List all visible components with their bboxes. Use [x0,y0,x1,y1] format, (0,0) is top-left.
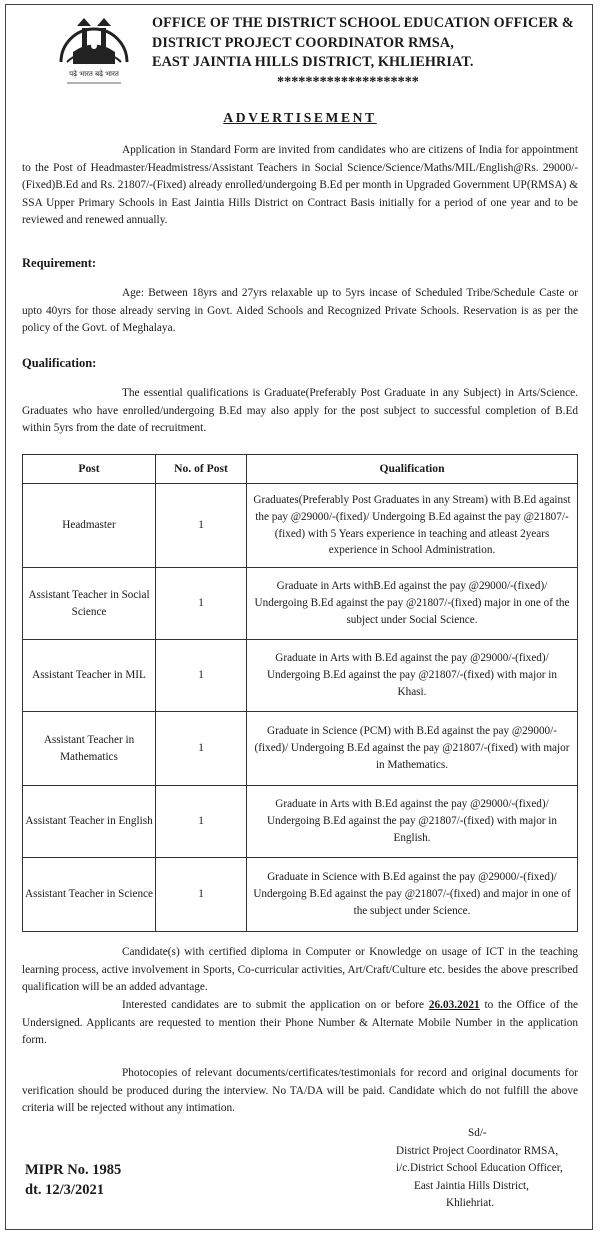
table-header-row [23,455,578,484]
heading-line-1: OFFICE OF THE DISTRICT SCHOOL EDUCATION OFFICER & [152,15,574,31]
qualification-heading: Qualification: [22,356,97,370]
count-cell: 1 [156,484,247,568]
mipr-block [25,1160,121,1200]
qualification-paragraph: The essential qualifications is Graduate(Preferably Post Graduate in any Subject) in Arts/Science. Graduates who have enrolled/undergoing B.Ed may also apply for the post subject to successful completion of B.Ed within 5yrs from the date of recruitment. [22,387,578,435]
table-row [23,568,578,640]
post-cell: Assistant Teacher in Social Science [23,568,156,640]
deadline-date: 26.03.2021 [428,999,480,1011]
count-cell: 1 [156,568,247,640]
count-cell: 1 [156,858,247,932]
requirement-heading: Requirement: [22,256,97,270]
mipr-number: MIPR No. 1985 [25,1162,122,1178]
table-row [23,786,578,858]
post-cell: Assistant Teacher in Mathematics [23,712,156,786]
mipr-date: dt. 12/3/2021 [25,1182,104,1198]
table-row [23,640,578,712]
submission-text-before: Interested candidates are to submit the application on or before [122,999,425,1011]
header-post: Post [23,455,156,484]
post-cell: Assistant Teacher in Science [23,858,156,932]
count-cell: 1 [156,786,247,858]
post-cell: Assistant Teacher in MIL [23,640,156,712]
signatory-designation: District Project Coordinator RMSA, [396,1144,559,1157]
qualification-cell: Graduate in Arts with B.Ed against the pay @29000/-(fixed)/ Undergoing B.Ed against the pay @21807/-(fixed) with major in English. [247,786,578,858]
heading-stars: ******************** [277,73,419,90]
advertisement-title: ADVERTISEMENT [223,110,377,125]
qualification-cell: Graduate in Science with B.Ed against the pay @29000/-(fixed)/ Undergoing B.Ed against the pay @21807/-(fixed) and major in one of the subject under Science. [247,858,578,932]
qualification-cell: Graduate in Arts with B.Ed against the pay @29000/-(fixed)/ Undergoing B.Ed against the pay @21807/-(fixed) with major in Khasi. [247,640,578,712]
signatory-place: Khliehriat. [446,1197,495,1210]
office-heading [152,14,592,92]
table-row [23,712,578,786]
count-cell: 1 [156,712,247,786]
submission-paragraph [22,997,578,1050]
table-row [23,858,578,932]
submission-text-after: to the Office of the Undersigned. Applicants are requested to mention their Phone Number & Alternate Mobile Number in the application form. [22,999,579,1047]
ict-paragraph: Candidate(s) with certified diploma in Computer or Knowledge on usage of ICT in the teaching learning process, active involvement in Sports, Co-curricular activities, Art/Craft/Culture etc. besides the above prescribed qualification will be an added advantage. [22,946,578,994]
documents-paragraph: Photocopies of relevant documents/certificates/testimonials for record and original documents for verification should be produced during the interview. No TA/DA will be paid. Candidate which do not fulfill the above criteria will be rejected without any intimation. [22,1067,578,1115]
requirement-paragraph: Age: Between 18yrs and 27yrs relaxable up to 5yrs incase of Scheduled Tribe/Schedule Caste or upto 40yrs for those already serving in Govt. Aided Schools and Recognized Private Schools. Reservation is as per the policy of the Govt. of Meghalaya. [22,287,578,335]
heading-line-2: DISTRICT PROJECT COORDINATOR RMSA, [152,34,454,51]
post-cell: Assistant Teacher in English [23,786,156,858]
post-cell: Headmaster [23,484,156,568]
header-qualification: Qualification [247,455,578,484]
signatory-charge: i/c.District School Education Officer, [396,1162,563,1175]
qualification-table [22,454,578,932]
qualification-cell: Graduate in Science (PCM) with B.Ed against the pay @29000/-(fixed)/ Undergoing B.Ed against the pay @21807/-(fixed) with major in Mathematics. [247,712,578,786]
qualification-cell: Graduates(Preferably Post Graduates in any Stream) with B.Ed against the pay @29000/-(fixed)/ Undergoing B.Ed against the pay @21807/-(fixed) with 5 Years experience in teaching and atleast 2years experience in School Administration. [247,484,578,568]
intro-paragraph: Application in Standard Form are invited from candidates who are citizens of India for appointment to the Post of Headmaster/Headmistress/Assistant Teachers in Social Science/Science/Maths/MIL/English@Rs. 29000/-(Fixed)B.Ed and Rs. 21807/-(Fixed) already enrolled/undergoing B.Ed per month in Upgraded Government UP(RMSA) & SSA Upper Primary Schools in East Jaintia Hills District on Contract Basis initially for a period of one year and to be reviewed and renewed annually. [22,144,578,227]
heading-line-3: EAST JAINTIA HILLS DISTRICT, KHLIEHRIAT. [152,54,474,70]
count-cell: 1 [156,640,247,712]
header-no-of-post: No. of Post [156,455,247,484]
district-school-logo [55,12,133,90]
logo-motto: पढ़े भारत बढ़े भारत [69,70,119,78]
signature-sd: Sd/- [468,1127,487,1139]
qualification-cell: Graduate in Arts withB.Ed against the pay @29000/-(fixed)/ Undergoing B.Ed against the pay @21807/-(fixed) major in one of the subject under Social Science. [247,568,578,640]
table-row [23,484,578,568]
signatory-district: East Jaintia Hills District, [414,1179,529,1192]
signature-block [396,1125,586,1213]
